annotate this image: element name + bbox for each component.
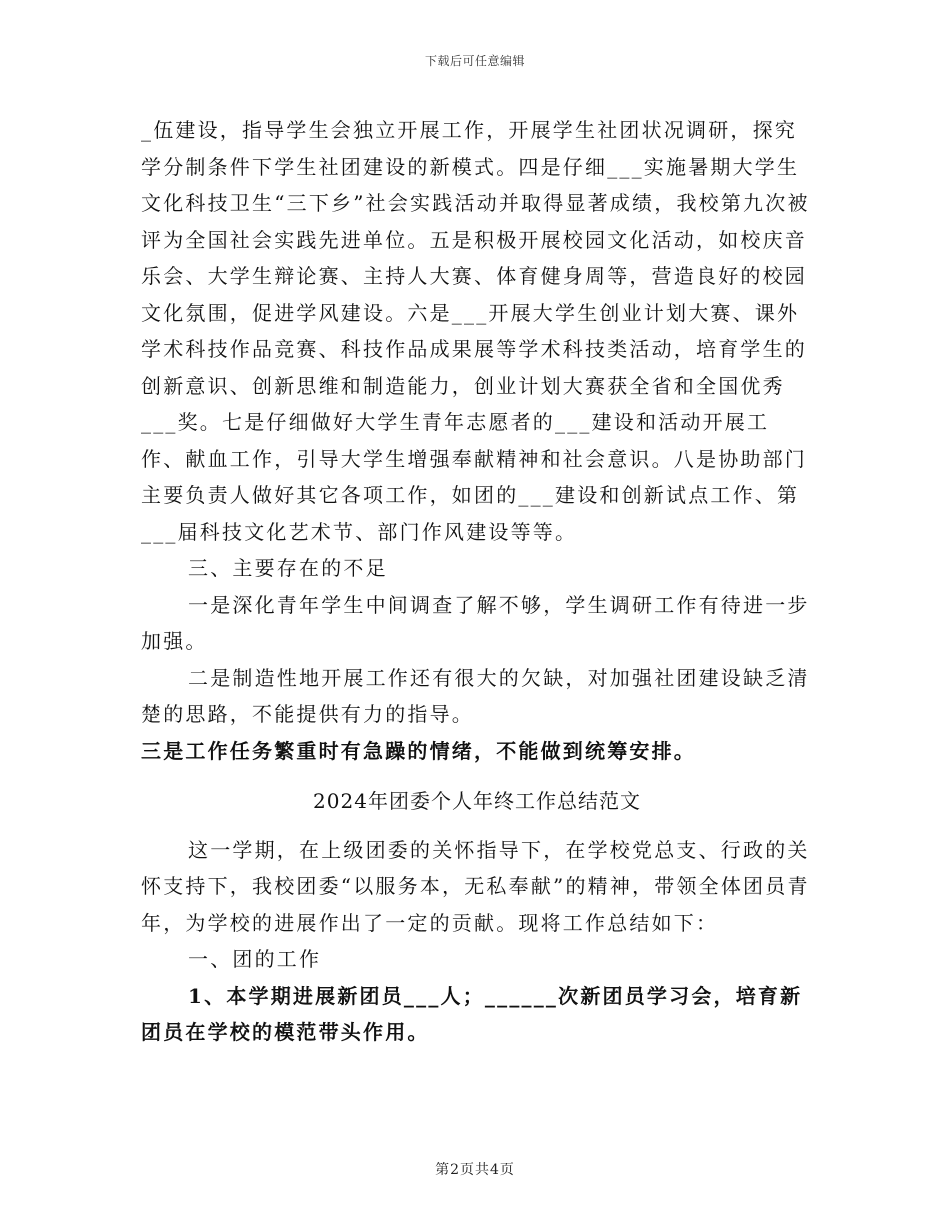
work-item-1: 1、本学期进展新团员___人；______次新团员学习会，培育新团员在学校的模范带头作用。 xyxy=(141,983,803,1044)
page-header: 下载后可任意编辑 xyxy=(424,54,525,68)
section-heading-shortcomings: 三、主要存在的不足 xyxy=(188,556,388,580)
article-title: 2024年团委个人年终工作总结范文 xyxy=(313,789,641,813)
shortcoming-item-3: 三是工作任务繁重时有急躁的情绪，不能做到统筹安排。 xyxy=(141,738,696,763)
intro-paragraph: 这一学期，在上级团委的关怀指导下，在学校党总支、行政的关怀支持下，我校团委“以服务本，无私奉献”的精神，带领全体团员青年，为学校的进展作出了一定的贡献。现将工作总结如下： xyxy=(141,837,810,935)
shortcoming-item-1: 一是深化青年学生中间调查了解不够，学生调研工作有待进一步加强。 xyxy=(141,592,810,653)
paragraph-continuation: _伍建设，指导学生会独立开展工作，开展学生社团状况调研，探究学分制条件下学生社团建设的新模式。四是仔细___实施暑期大学生文化科技卫生“三下乡”社会实践活动并取得显著成绩，我校第九次被评为全国社会实践先进单位。五是积极开展校园文化活动，如校庆音乐会、大学生辩论赛、主持人大赛、体育健身周等，营造良好的校园文化氛围，促进学风建设。六是___开展大学生创业计划大赛、课外学术科技作品竞赛、科技作品成果展等学术科技类活动，培育学生的创新意识、创新思维和制造能力，创业计划大赛获全省和全国优秀___奖。七是仔细做好大学生青年志愿者的___建设和活动开展工作、献血工作，引导大学生增强奉献精神和社会意识。八是协助部门主要负责人做好其它各项工作，如团的___建设和创新试点工作、第___届科技文化艺术节、部门作风建设等等。 xyxy=(141,118,810,544)
shortcoming-item-2: 二是制造性地开展工作还有很大的欠缺，对加强社团建设缺乏清楚的思路，不能提供有力的指导。 xyxy=(141,665,810,726)
document-body xyxy=(141,112,813,1051)
page-footer: 第2页共4页 xyxy=(435,1162,515,1178)
section-heading-league-work: 一、团的工作 xyxy=(188,947,322,971)
